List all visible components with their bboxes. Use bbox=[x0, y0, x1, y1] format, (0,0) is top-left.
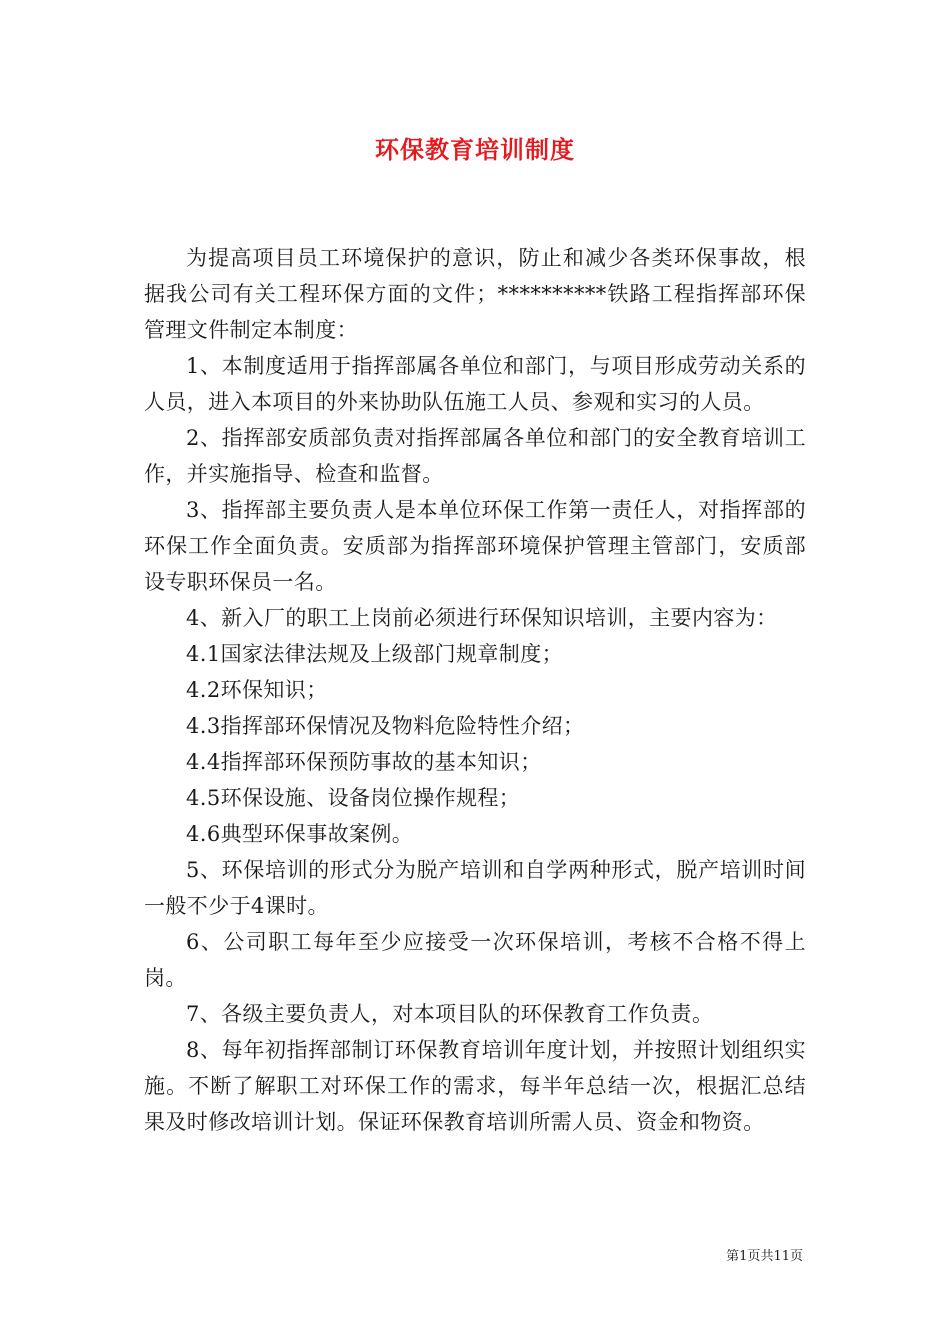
page-number-footer: 第1页共11页 bbox=[726, 1249, 803, 1264]
paragraph-item-4-5: 4.5环保设施、设备岗位操作规程； bbox=[186, 786, 521, 810]
paragraph-item-4-3: 4.3指挥部环保情况及物料危险特性介绍； bbox=[186, 714, 585, 738]
paragraph-item-4-2: 4.2环保知识； bbox=[186, 678, 328, 702]
paragraph-item-6: 6、公司职工每年至少应接受一次环保培训，考核不合格不得上岗。 bbox=[144, 930, 806, 990]
paragraph-intro: 为提高项目员工环境保护的意识，防止和减少各类环保事故，根据我公司有关工程环保方面的文件；**********铁路工程指挥部环保管理文件制定本制度： bbox=[144, 246, 806, 342]
paragraph-item-1: 1、本制度适用于指挥部属各单位和部门，与项目形成劳动关系的人员，进入本项目的外来协助队伍施工人员、参观和实习的人员。 bbox=[144, 354, 806, 414]
document-body bbox=[144, 240, 806, 1140]
paragraph-item-8: 8、每年初指挥部制订环保教育培训年度计划，并按照计划组织实施。不断了解职工对环保工作的需求，每半年总结一次，根据汇总结果及时修改培训计划。保证环保教育培训所需人员、资金和物资。 bbox=[144, 1038, 806, 1134]
document-title: 环保教育培训制度 bbox=[375, 135, 575, 164]
paragraph-item-4-1: 4.1国家法律法规及上级部门规章制度； bbox=[186, 642, 563, 666]
paragraph-item-4: 4、新入厂的职工上岗前必须进行环保知识培训，主要内容为： bbox=[186, 606, 778, 630]
paragraph-item-7: 7、各级主要负责人，对本项目队的环保教育工作负责。 bbox=[186, 1002, 714, 1026]
paragraph-item-3: 3、指挥部主要负责人是本单位环保工作第一责任人，对指挥部的环保工作全面负责。安质部为指挥部环境保护管理主管部门，安质部设专职环保员一名。 bbox=[144, 498, 806, 594]
paragraph-item-4-4: 4.4指挥部环保预防事故的基本知识； bbox=[186, 750, 542, 774]
paragraph-item-2: 2、指挥部安质部负责对指挥部属各单位和部门的安全教育培训工作，并实施指导、检查和监督。 bbox=[144, 426, 806, 486]
paragraph-item-4-6: 4.6典型环保事故案例。 bbox=[186, 822, 414, 846]
paragraph-item-5: 5、环保培训的形式分为脱产培训和自学两种形式，脱产培训时间一般不少于4课时。 bbox=[144, 858, 806, 918]
